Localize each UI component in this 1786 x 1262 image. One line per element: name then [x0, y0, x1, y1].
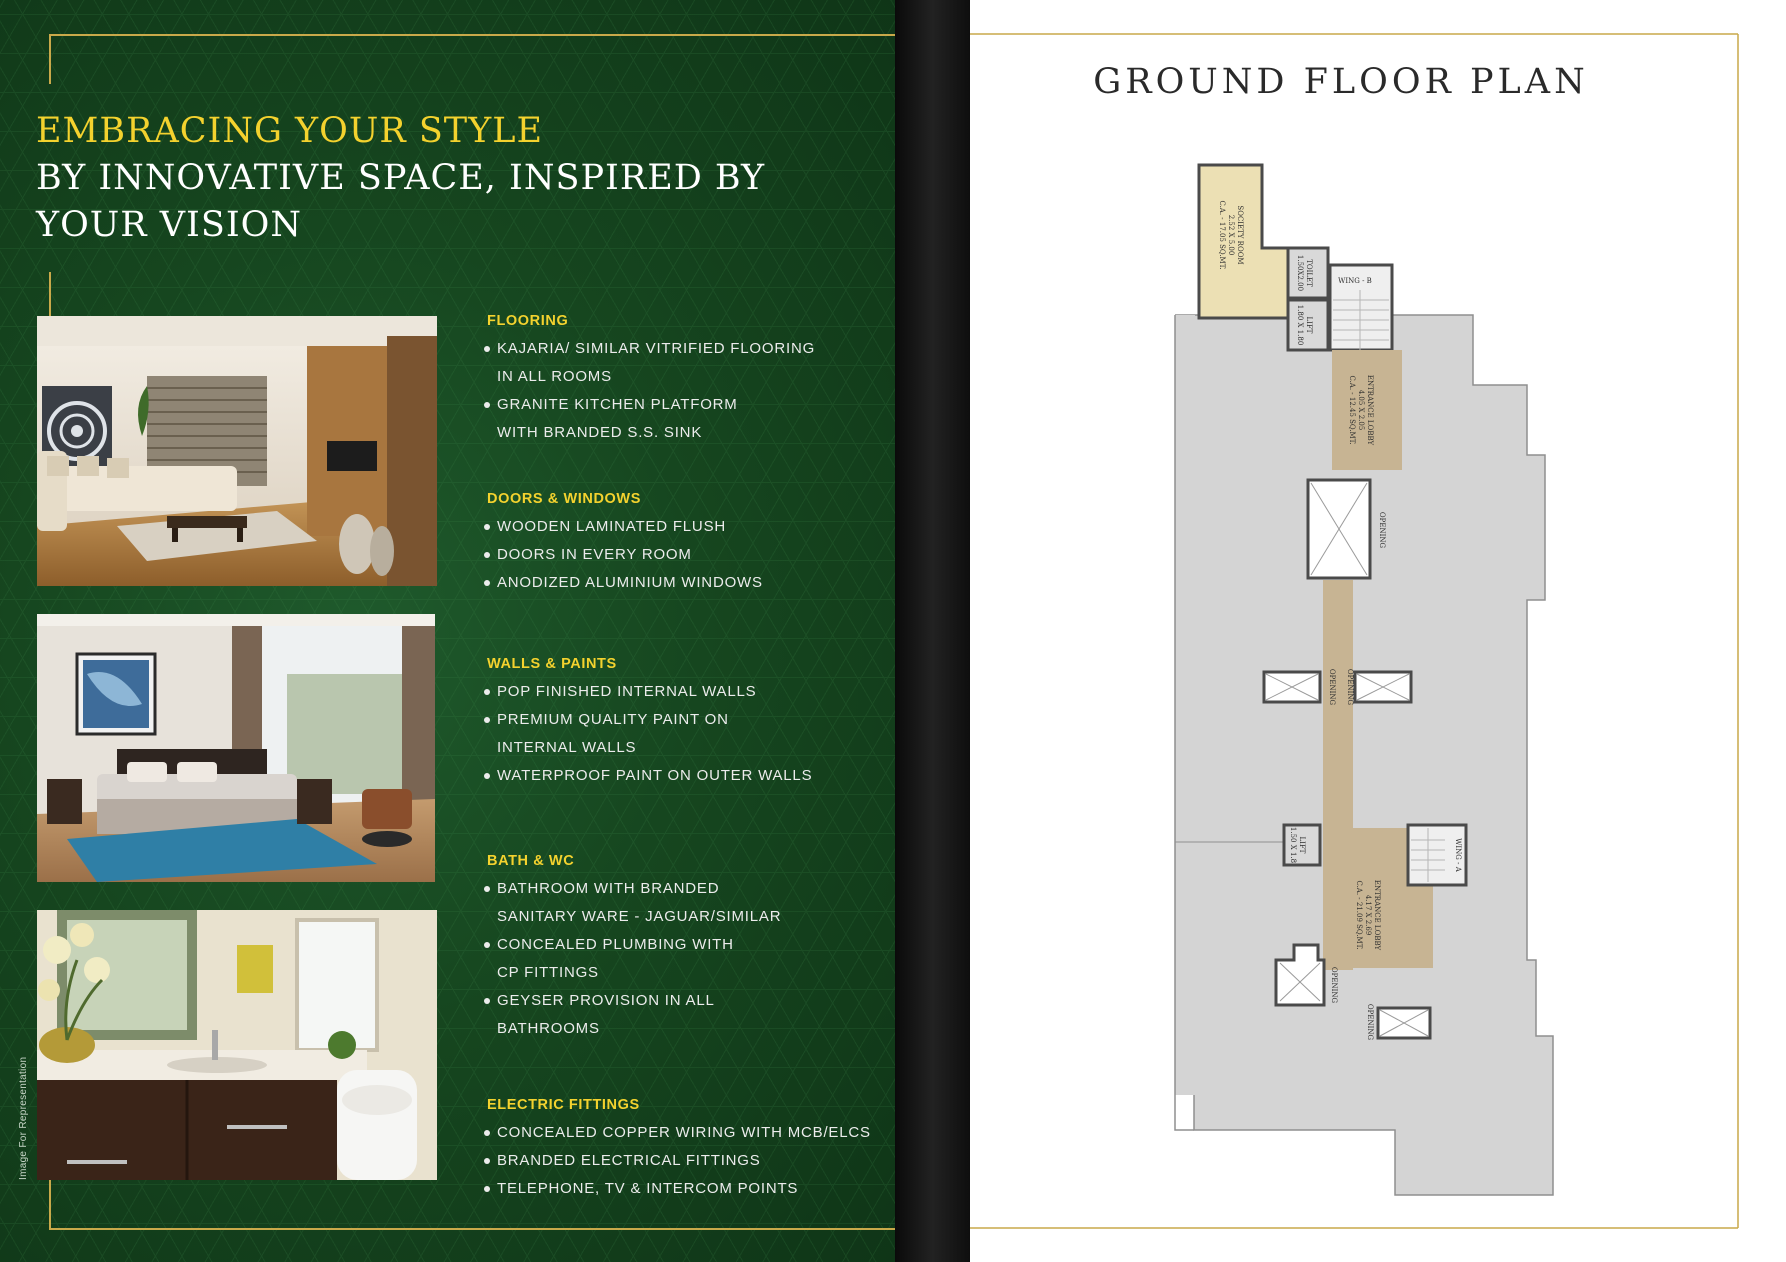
label-opening-5: OPENING — [1366, 1003, 1374, 1041]
spec-item: POP FINISHED INTERNAL WALLS — [487, 678, 887, 706]
spec-item: SANITARY WARE - JAGUAR/SIMILAR — [497, 908, 782, 925]
spec-item: BATHROOM WITH BRANDED — [487, 875, 887, 903]
spec-item: KAJARIA/ SIMILAR VITRIFIED FLOORING — [487, 335, 887, 363]
spec-item: DOORS IN EVERY ROOM — [487, 541, 887, 569]
page-gutter — [895, 0, 970, 1262]
label-opening-3: OPENING — [1346, 668, 1354, 706]
spec-title: FLOORING — [487, 313, 569, 329]
right-page — [970, 0, 1786, 1262]
bedroom-photo — [37, 614, 435, 882]
headline-line-1: EMBRACING YOUR STYLE — [36, 111, 544, 151]
label-entrance-lobby-top: ENTRANCE LOBBY4.05 X 2.05C.A. - 12.45 SQ.MT. — [1348, 374, 1374, 446]
spec-title: BATH & WC — [487, 853, 575, 869]
spec-item: INTERNAL WALLS — [497, 739, 637, 756]
headline-line-3: YOUR VISION — [36, 205, 302, 245]
label-opening-1: OPENING — [1378, 511, 1386, 549]
spec-block-electric-fittings — [487, 1091, 887, 1203]
bathroom-photo — [37, 910, 437, 1180]
label-toilet: TOILET1.50X2.00 — [1296, 254, 1313, 292]
spec-item: WITH BRANDED S.S. SINK — [497, 424, 703, 441]
frame-line-left-mid — [49, 272, 51, 316]
frame-line-left-top — [49, 34, 51, 84]
ground-floor-plan — [970, 0, 1786, 1262]
label-wing-a: WING - A — [1454, 838, 1462, 872]
living-room-photo — [37, 316, 437, 586]
frame-line-left-bottom — [49, 1180, 51, 1230]
spec-block-flooring — [487, 307, 887, 447]
label-lift-top: LIFT1.80 X 1.80 — [1296, 304, 1313, 346]
spec-item: BRANDED ELECTRICAL FITTINGS — [487, 1147, 887, 1175]
label-lift-bottom: LIFT1.50 X 1.8 — [1289, 826, 1306, 864]
spec-item: WOODEN LAMINATED FLUSH — [487, 513, 887, 541]
floor-plan-title: GROUND FLOOR PLAN — [1093, 62, 1589, 102]
label-opening-2: OPENING — [1328, 668, 1336, 706]
spec-title: WALLS & PAINTS — [487, 656, 617, 672]
spec-block-doors-windows — [487, 485, 887, 597]
label-wing-b: WING - B — [1338, 277, 1372, 285]
label-opening-4: OPENING — [1330, 966, 1338, 1004]
spec-item: CONCEALED PLUMBING WITH — [487, 931, 887, 959]
label-society-room: SOCIETY ROOM2.52 X 5.00C.A. - 17.05 SQ.MT. — [1218, 200, 1244, 270]
spec-item: GEYSER PROVISION IN ALL — [487, 987, 887, 1015]
spec-item: WATERPROOF PAINT ON OUTER WALLS — [487, 762, 887, 790]
spec-title: DOORS & WINDOWS — [487, 491, 641, 507]
frame-line-top — [49, 34, 895, 36]
spec-item: IN ALL ROOMS — [497, 368, 612, 385]
disclaimer-text: Image For Representation — [18, 1056, 29, 1180]
spec-item: GRANITE KITCHEN PLATFORM — [487, 391, 887, 419]
spec-item: CONCEALED COPPER WIRING WITH MCB/ELCS — [487, 1119, 887, 1147]
frame-line-bottom — [49, 1228, 895, 1230]
label-entrance-lobby-bottom: ENTRANCE LOBBY4.17 X 2.69C.A. - 21.09 SQ.MT. — [1355, 879, 1381, 951]
spec-item: BATHROOMS — [497, 1020, 600, 1037]
spec-item: ANODIZED ALUMINIUM WINDOWS — [487, 569, 887, 597]
spec-block-walls-paints — [487, 650, 887, 790]
headline — [36, 108, 765, 249]
spec-title: ELECTRIC FITTINGS — [487, 1097, 640, 1113]
spec-block-bath-wc — [487, 847, 887, 1043]
spec-item: PREMIUM QUALITY PAINT ON — [487, 706, 887, 734]
headline-line-2: BY INNOVATIVE SPACE, INSPIRED BY — [36, 158, 766, 198]
spec-item: CP FITTINGS — [497, 964, 599, 981]
spec-item: TELEPHONE, TV & INTERCOM POINTS — [487, 1175, 887, 1203]
